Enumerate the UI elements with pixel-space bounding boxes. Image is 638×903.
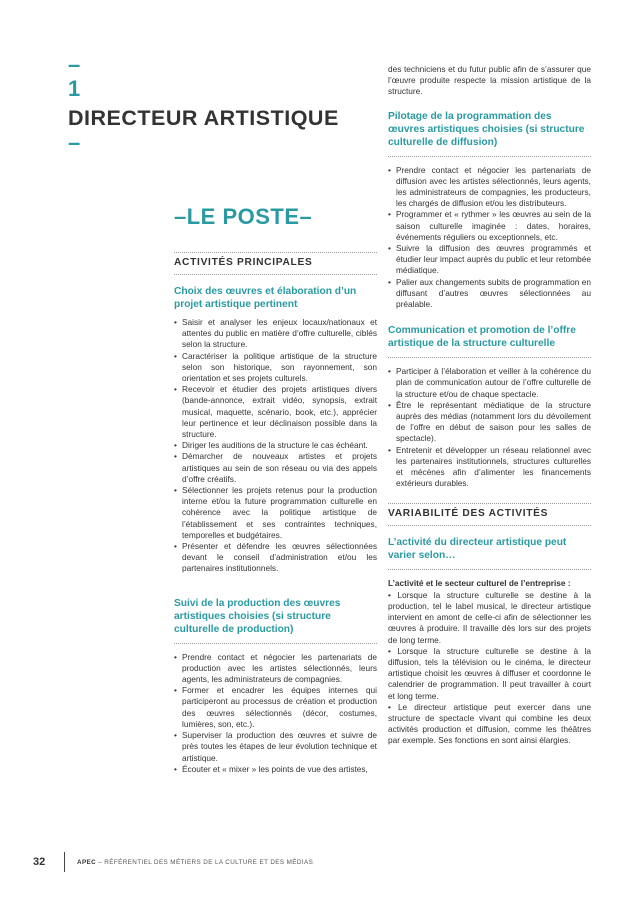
block-title-programming: Pilotage de la programmation des œuvres artistiques choisies (si structure culturelle de diffusion) bbox=[388, 110, 591, 157]
variability-paragraph: • Le directeur artistique peut exercer dans une structure de spectacle vivant qui combine les deux activités production et diffusion, comme les théâtres par exemple. Ses fonctions en sont ainsi élargies. bbox=[388, 701, 591, 746]
continuation-text: des techniciens et du futur public afin de s’assurer que l’œuvre produite respecte la mission artistique de la structure. bbox=[388, 64, 591, 97]
caption-main-activities: ACTIVITÉS PRINCIPALES bbox=[174, 252, 377, 275]
block-title-choice: Choix des œuvres et élaboration d’un projet artistique pertinent bbox=[174, 286, 357, 310]
title-dash-top: – bbox=[68, 52, 81, 77]
chapter-title: DIRECTEUR ARTISTIQUE bbox=[68, 106, 339, 130]
block-list-programming bbox=[388, 165, 591, 311]
list-item: • Programmer et « rythmer » les œuvres au sein de la saison culturelle imaginée : dates, horaires, événements réguliers ou exceptionnels, etc. bbox=[388, 209, 591, 243]
footer-reference bbox=[77, 859, 313, 866]
list-item: • Former et encadrer les équipes internes qui participeront au processus de création et production des œuvres sélectionnés (décor, costumes, lumières, son, etc.). bbox=[174, 685, 377, 730]
footer-brand: APEC bbox=[77, 859, 97, 866]
list-item: • Présenter et défendre les œuvres sélectionnées devant le conseil d’administration et/ou les partenaires institutionnels. bbox=[174, 541, 377, 575]
list-item: • Être le représentant médiatique de la structure auprès des médias (notamment lors du dévoilement de l’offre en début de saison pour les salles de spectacle). bbox=[388, 400, 591, 445]
block-list-choice bbox=[174, 317, 377, 575]
block-title-production: Suivi de la production des œuvres artistiques choisies (si structure culturelle de production) bbox=[174, 597, 377, 644]
block-list-communication bbox=[388, 366, 591, 489]
block-title-communication: Communication et promotion de l’offre artistique de la structure culturelle bbox=[388, 324, 591, 358]
block-title-variability: L’activité du directeur artistique peut varier selon… bbox=[388, 536, 591, 570]
list-item: • Écouter et « mixer » les points de vue des artistes, bbox=[174, 764, 377, 775]
list-item: • Suivre la diffusion des œuvres programmés et étudier leur impact auprès du public et leur retombée médiatique. bbox=[388, 243, 591, 277]
list-item: • Prendre contact et négocier les partenariats de diffusion avec les artistes sélectionnés, leurs agents, les administrateurs de compagnies, les producteurs, les chargés de diffusion et/ou les distributeurs. bbox=[388, 165, 591, 210]
chapter-number: 1 bbox=[68, 76, 81, 101]
list-item: • Sélectionner les projets retenus pour la production interne et/ou la future programmation culturelle en cohérence avec la politique artistique de l’établissement et ses contraintes techniques, temporelles et budgétaires. bbox=[174, 485, 377, 541]
list-item: • Recevoir et étudier des projets artistiques divers (bande-annonce, extrait vidéo, synopsis, extrait musical, maquette, scénario, book, etc.), apprécier leur pertinence et leur déclinaison possible dans la structure. bbox=[174, 384, 377, 440]
list-item: • Saisir et analyser les enjeux locaux/nationaux et attentes du public en matière d’offre culturelle, ciblés selon la structure. bbox=[174, 317, 377, 351]
list-item: • Palier aux changements subits de programmation en diffusant d’autres œuvres sélectionnées au préalable. bbox=[388, 277, 591, 311]
left-column bbox=[174, 252, 377, 775]
list-item: • Diriger les auditions de la structure le cas échéant. bbox=[174, 440, 377, 451]
list-item: • Prendre contact et négocier les partenariats de production avec les artistes sélectionnés, leurs agents, les administrateurs de compagnies. bbox=[174, 652, 377, 686]
variability-lead: L’activité et le secteur culturel de l’entreprise : bbox=[388, 578, 571, 589]
list-item: • Démarcher de nouveaux artistes et projets artistiques au sein de son réseau ou via des appels d’offre créatifs. bbox=[174, 451, 377, 485]
block-list-production bbox=[174, 652, 377, 775]
section-title: –LE POSTE– bbox=[174, 204, 313, 229]
right-column bbox=[388, 64, 591, 747]
variability-paragraph: • Lorsque la structure culturelle se destine à la diffusion, tels la télévision ou le cinéma, le directeur artistique choisit les œuvres à diffuser et coordonne le calendrier de programmation. Il peut travailler à court et long terme. bbox=[388, 645, 591, 701]
caption-variability: VARIABILITÉ DES ACTIVITÉS bbox=[388, 503, 591, 526]
variability-paragraph: • Lorsque la structure culturelle se destine à la production, tel le label musical, le directeur artistique intervient en amont de celle-ci afin de sélectionner les œuvres à produire. Il travaille dès lors sur des projets de long terme. bbox=[388, 589, 591, 645]
list-item: • Entretenir et développer un réseau relationnel avec les partenaires institutionnels, structures culturelles et mécènes afin d’alimenter les financements extérieurs durables. bbox=[388, 445, 591, 490]
footer-title: – RÉFÉRENTIEL DES MÉTIERS DE LA CULTURE ET DES MÉDIAS bbox=[96, 859, 314, 866]
list-item: • Caractériser la politique artistique de la structure selon son historique, son rayonnement, son orientation et ses projets culturels. bbox=[174, 351, 377, 385]
page-number: 32 bbox=[33, 856, 46, 868]
footer-divider bbox=[64, 852, 65, 872]
title-dash-bottom: – bbox=[68, 130, 81, 155]
list-item: • Superviser la production des œuvres et suivre de près toutes les étapes de leur évolution technique et artistique. bbox=[174, 730, 377, 764]
list-item: • Participer à l’élaboration et veiller à la cohérence du plan de communication autour de l’offre culturelle de la structure et/ou de chaque spectacle. bbox=[388, 366, 591, 400]
